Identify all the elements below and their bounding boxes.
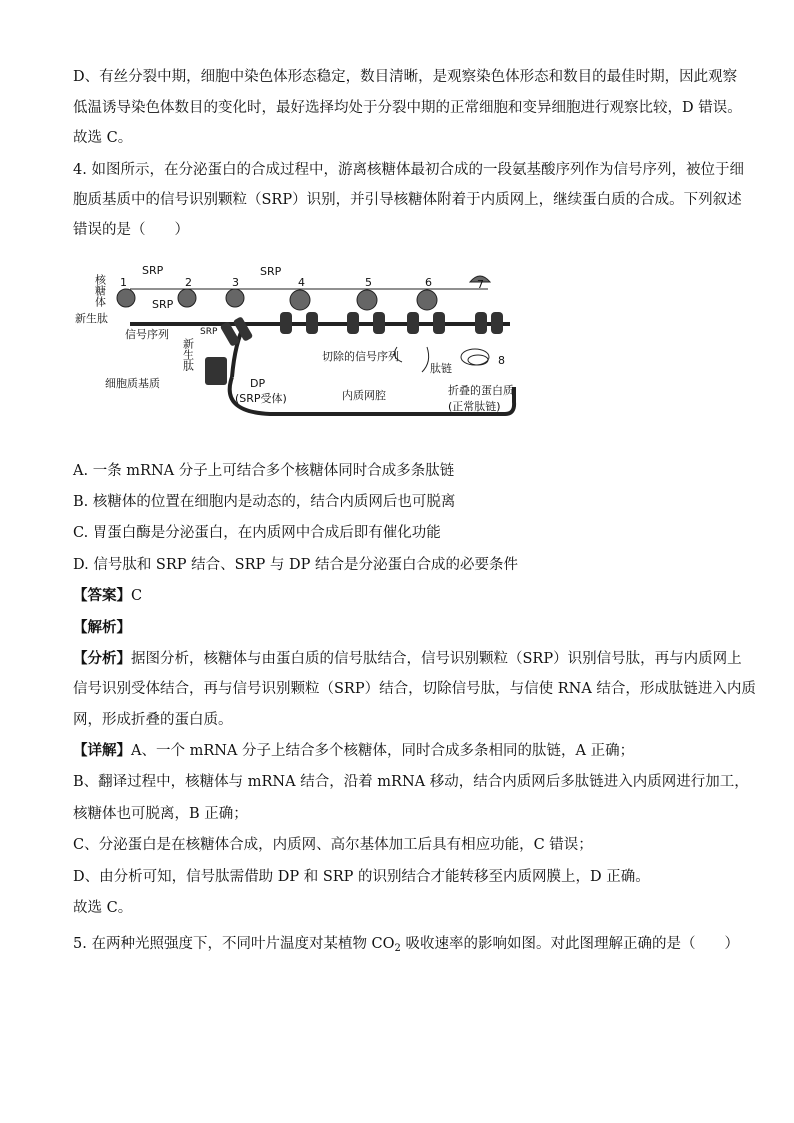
analysis-line xyxy=(73,649,742,669)
ribosome-icon xyxy=(226,289,244,307)
detail-line: C、分泌蛋白是在核糖体合成，内质网、高尔基体加工后具有相应功能，C 错误； xyxy=(73,837,593,853)
step-number: 5 xyxy=(365,276,372,289)
ribosome-icon xyxy=(178,289,196,307)
xiangjie-label: 【详解】 xyxy=(73,742,131,759)
dp-receptor-icon xyxy=(205,357,227,385)
label-dp: DP xyxy=(250,377,266,390)
ribosome-icon xyxy=(117,289,135,307)
step-number: 8 xyxy=(498,354,505,367)
text-line: D、有丝分裂中期，细胞中染色体形态稳定，数目清晰，是观察染色体形态和数目的最佳时期，因此观察 xyxy=(73,69,738,85)
step-number: 3 xyxy=(232,276,239,289)
detail-line: D、由分析可知，信号肽需借助 DP 和 SRP 的识别结合才能转移至内质网膜上，D 正确。 xyxy=(73,869,650,885)
option-d: D. 信号肽和 SRP 结合、SRP 与 DP 结合是分泌蛋白合成的必要条件 xyxy=(73,557,518,573)
label-signal-sequence: 信号序列 xyxy=(125,328,169,341)
fenxi-text: 据图分析，核糖体与由蛋白质的信号肽结合，信号识别颗粒（SRP）识别信号肽，再与内质网上 xyxy=(131,651,742,667)
step-number: 1 xyxy=(120,276,127,289)
ribosome-icon xyxy=(417,290,437,310)
label-srp: SRP xyxy=(142,264,164,277)
label-srp-receptor: (SRP受体) xyxy=(235,392,287,405)
step-number: 7 xyxy=(477,278,484,291)
text-line: 低温诱导染色体数目的变化时，最好选择均处于分裂中期的正常细胞和变异细胞进行观察比较，D 错误。 xyxy=(73,100,742,116)
step-number: 2 xyxy=(185,276,192,289)
step-number: 6 xyxy=(425,276,432,289)
label-ribosome: 核糖体 xyxy=(93,274,107,307)
detail-line: 故选 C。 xyxy=(73,900,133,916)
question-4-stem: 4. 如图所示，在分泌蛋白的合成过程中，游离核糖体最初合成的一段氨基酸序列作为信号序列，被位于细 xyxy=(73,162,744,178)
detail-line xyxy=(73,741,634,761)
answer-label: 【答案】 xyxy=(73,587,131,604)
xiangjie-text: A、一个 mRNA 分子上结合多个核糖体，同时合成多条相同的肽链，A 正确； xyxy=(131,743,635,759)
option-c: C. 胃蛋白酶是分泌蛋白，在内质网中合成后即有催化功能 xyxy=(73,525,441,541)
label-srp: SRP xyxy=(260,265,282,278)
option-a: A. 一条 mRNA 分子上可结合多个核糖体同时合成多条肽链 xyxy=(73,463,455,479)
answer-value: C xyxy=(131,588,143,604)
question-5-stem: 5. 在两种光照强度下，不同叶片温度对某植物 $CO_2$ 吸收速率的影响如图。对此图理解正确的是（ ） xyxy=(73,936,740,954)
question-4-stem: 胞质基质中的信号识别颗粒（SRP）识别，并引导核糖体附着于内质网上，继续蛋白质的合成。下列叙述 xyxy=(73,192,742,208)
detail-line: 核糖体也可脱离，B 正确； xyxy=(73,806,248,822)
label-er-lumen: 内质网腔 xyxy=(342,389,386,402)
subscript-2: 2 xyxy=(394,943,401,954)
label-folded-protein: 折叠的蛋白质 xyxy=(448,384,514,397)
fenxi-label: 【分析】 xyxy=(73,650,131,667)
answer-row xyxy=(73,586,142,606)
ribosome-icon xyxy=(357,290,377,310)
label-normal-chain: (正常肽链) xyxy=(448,400,501,413)
srp-pathway-diagram xyxy=(70,262,520,422)
label-cut-signal: 切除的信号序列 xyxy=(322,350,399,363)
label-peptide-chain: 肽链 xyxy=(430,362,452,375)
label-new-peptide: 新生肽 xyxy=(75,312,108,325)
question-4-stem: 错误的是（ ） xyxy=(73,222,189,238)
analysis-line: 网，形成折叠的蛋白质。 xyxy=(73,712,233,728)
label-cytoplasm: 细胞质基质 xyxy=(105,377,160,390)
text-line: 故选 C。 xyxy=(73,130,133,146)
label-srp: SRP xyxy=(200,327,218,337)
label-new-peptide-vertical: 新生肽 xyxy=(181,338,195,371)
label-srp: SRP xyxy=(152,298,174,311)
analysis-label: 【解析】 xyxy=(73,619,131,636)
step-number: 4 xyxy=(298,276,305,289)
analysis-line: 信号识别受体结合，再与信号识别颗粒（SRP）结合，切除信号肽，与信使 RNA 结合，形成肽链进入内质 xyxy=(73,681,756,697)
option-b: B. 核糖体的位置在细胞内是动态的，结合内质网后也可脱离 xyxy=(73,494,456,510)
ribosome-icon xyxy=(290,290,310,310)
detail-line: B、翻译过程中，核糖体与 mRNA 结合，沿着 mRNA 移动，结合内质网后多肽链进入内质网进行加工， xyxy=(73,774,749,790)
